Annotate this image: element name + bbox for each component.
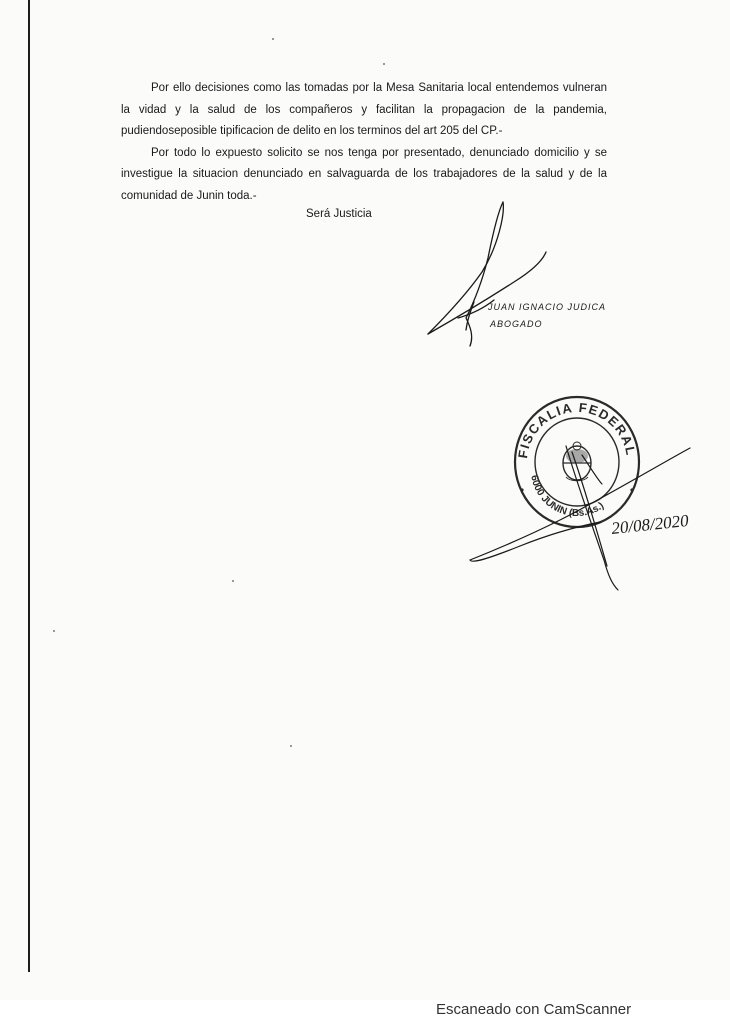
closing-text: Será Justicia <box>306 208 372 220</box>
stamp-bottom-text: 6000 JUNIN (Bs.As.) <box>528 474 607 520</box>
camscanner-watermark: Escaneado con CamScanner <box>436 1001 632 1018</box>
paragraph-1: Por ello decisiones como las tomadas por la Mesa Sanitaria local entendemos vulneran la vidad y la salud de los compañeros y facilitan la propagacion de la pandemia, pudiendoseposible tipificacion de delito en los terminos del art 205 del CP.- <box>121 82 607 137</box>
stamp-top-text: FISCALIA FEDERAL <box>515 399 639 460</box>
paragraph-2: Por todo lo expuesto solicito se nos tenga por presentado, denunciado domicilio y se investigue la situacion denunciado en salvaguarda de los trabajadores de la salud y de la comunidad de Junin toda.- <box>121 146 607 202</box>
stamp-date: 20/08/2020 <box>610 510 690 538</box>
signature-name: JUAN IGNACIO JUDICA <box>488 302 607 312</box>
fiscalia-stamp <box>515 397 639 527</box>
signature-title: ABOGADO <box>490 319 543 329</box>
